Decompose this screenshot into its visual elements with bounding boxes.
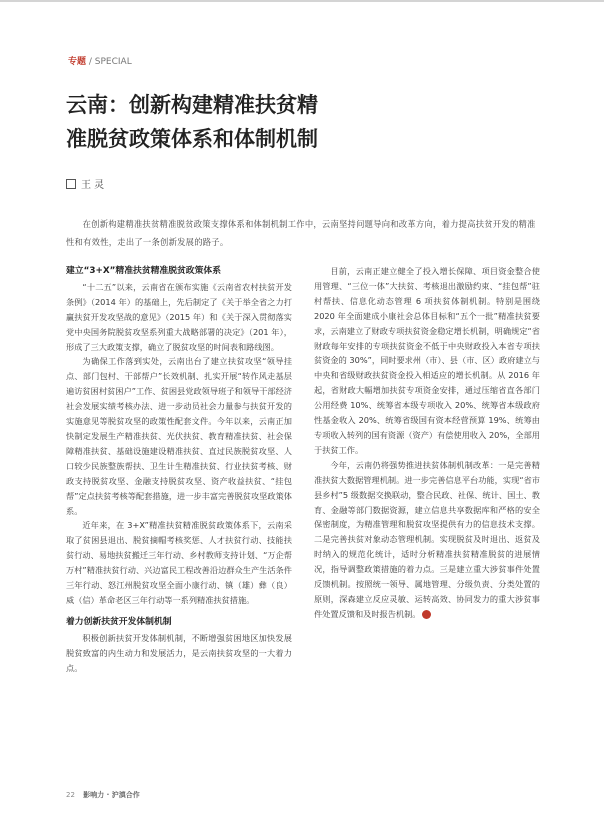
section-label-zh: 专题 xyxy=(68,57,87,67)
article-abstract: 在创新构建精准扶贫精准脱贫政策支撑体系和体制机制工作中，云南坚持问题导向和改革方向，着力提高扶贫开发的精准性和有效性，走出了一条创新发展的路子。 xyxy=(66,219,536,247)
paragraph-last xyxy=(314,458,540,622)
right-column xyxy=(314,264,540,622)
title-line-2: 准脱贫政策体系和体制机制 xyxy=(66,127,318,151)
author-box-icon xyxy=(66,179,76,189)
article-title xyxy=(66,88,546,156)
paragraph: 近年来，在 3+X”精准扶贫精准脱贫政策体系下，云南采取了贫困县退出、脱贫摘帽考核奖惩、人才扶贫行动、技能扶贫行动、易地扶贫搬迁三年行动、乡村教师支持计划、“万企帮万村”精准扶贫行动、兴边富民工程改善沿边群众生产生活条件三年行动、怒江州脱贫攻坚全面小康行动、镇（雄）彝（良）威（信）革命老区三年行动等一系列精准扶贫措施。 xyxy=(66,520,292,605)
page-footer xyxy=(66,790,140,800)
author-name: 王 灵 xyxy=(81,180,105,191)
paragraph: 为确保工作落到实处，云南出台了建立扶贫攻坚“领导挂点、部门包村、干部帮户”长效机制、扎实开展“转作风走基层遍访贫困村贫困户”工作、贫困县党政领导班子和领导干部经济社会发展实绩考核办法、进一步动员社会力量参与扶贫开发的实施意见等脱贫攻坚的政策性配套文件。今年以来，云南正加快制定发展生产精准扶贫、光伏扶贫、教育精准扶贫、社会保障精准扶贫、基础设施建设精准扶贫、直过民族脱贫攻坚、人口较少民族整族帮扶、卫生计生精准扶贫、行业扶贫考核、财政支持脱贫攻坚、金融支持脱贫攻坚、资产收益扶贫、“挂包帮”定点扶贫考核等配套措施，进一步丰富完善脱贫攻坚政策体系。 xyxy=(66,356,292,516)
paragraph: “十二五”以来，云南省在颁布实施《云南省农村扶贫开发条例》（2014 年）的基础上，先后制定了《关于举全省之力打赢扶贫开发攻坚战的意见》（2015 年）和《关于深入贯彻落实党中央国务院脱贫攻坚系列重大战略部署的决定》（201 年），形成了三大政策支撑，确立了脱贫攻坚的时间表和路线图。 xyxy=(66,281,292,352)
left-column xyxy=(66,264,292,675)
paragraph: 积极创新扶贫开发体制机制，不断增强贫困地区加快发展脱贫致富的内生动力和发展活力，是云南扶贫攻坚的一大着力点。 xyxy=(66,632,292,673)
author-byline xyxy=(66,176,104,191)
section-tag xyxy=(68,56,132,68)
section-heading-policy-system: 建立“3+X”精准扶贫精准脱贫政策体系 xyxy=(66,266,221,276)
paragraph-text: 今年，云南仍将强势推进扶贫体制机制改革：一是完善精准扶贫大数据管理机制。进一步完善信息平台功能，实现“省市县乡村”5 级数据交换联动，整合民政、社保、统计、国土、教育、金融等部门数据资源，建立信息共享数据库和严格的安全保密制度，为精准管理和脱贫攻坚提供有力的信息技术支撑。二是完善扶贫对象动态管理机制。实现脱贫及时退出、返贫及时纳入的规范化统计，适时分析精准扶贫精准脱贫的进展情况，指导调整政策措施的着力点。三是建立重大涉贫事件处置反馈机制。按照统一领导、属地管理、分级负责、分类处置的原则，深森建立反应灵敏、运转高效、协同发力的重大涉贫事件处置反馈和及时报告机制。 xyxy=(314,459,540,619)
top-rule xyxy=(0,0,604,2)
paragraph: 目前，云南正建立健全了投入增长保障、项目资金整合使用管理、“三位一体”大扶贫、考核退出激励约束、“挂包帮”驻村帮扶、信息化动态管理 6 项扶贫体制机制。特别是围绕 2020 年全面建成小康社会总体目标和“五个一批”精准扶贫要求，云南建立了财政专项扶贫资金稳定增长机制，明确规定“省财政每年安排的专项扶贫资金不低于中央财政投入本省专项扶贫资金的 30%”，同时要求州（市）、县（市、区）政府建立与中央和省级财政扶贫资金投入相适应的增长机制。从 2016 年起，省财政大幅增加扶贫专项资金安排，通过压缩省直各部门公用经费 10%、统筹省本级专项收入 20%、统筹省本级政府性基金收入 20%、统筹省级国有资本经营预算 19%、统筹由专项收入转列的国有资源（资产）有偿使用收入 20%，全部用于扶贫工作。 xyxy=(314,266,540,455)
section-heading-mechanism: 着力创新扶贫开发体制机制 xyxy=(66,616,172,627)
title-line-1: 云南：创新构建精准扶贫精 xyxy=(66,93,318,117)
magazine-name: 影响力 · 沪滇合作 xyxy=(83,791,140,799)
page-number: 22 xyxy=(66,791,75,799)
section-label-en: / SPECIAL xyxy=(88,57,132,67)
end-mark-icon xyxy=(422,610,431,619)
